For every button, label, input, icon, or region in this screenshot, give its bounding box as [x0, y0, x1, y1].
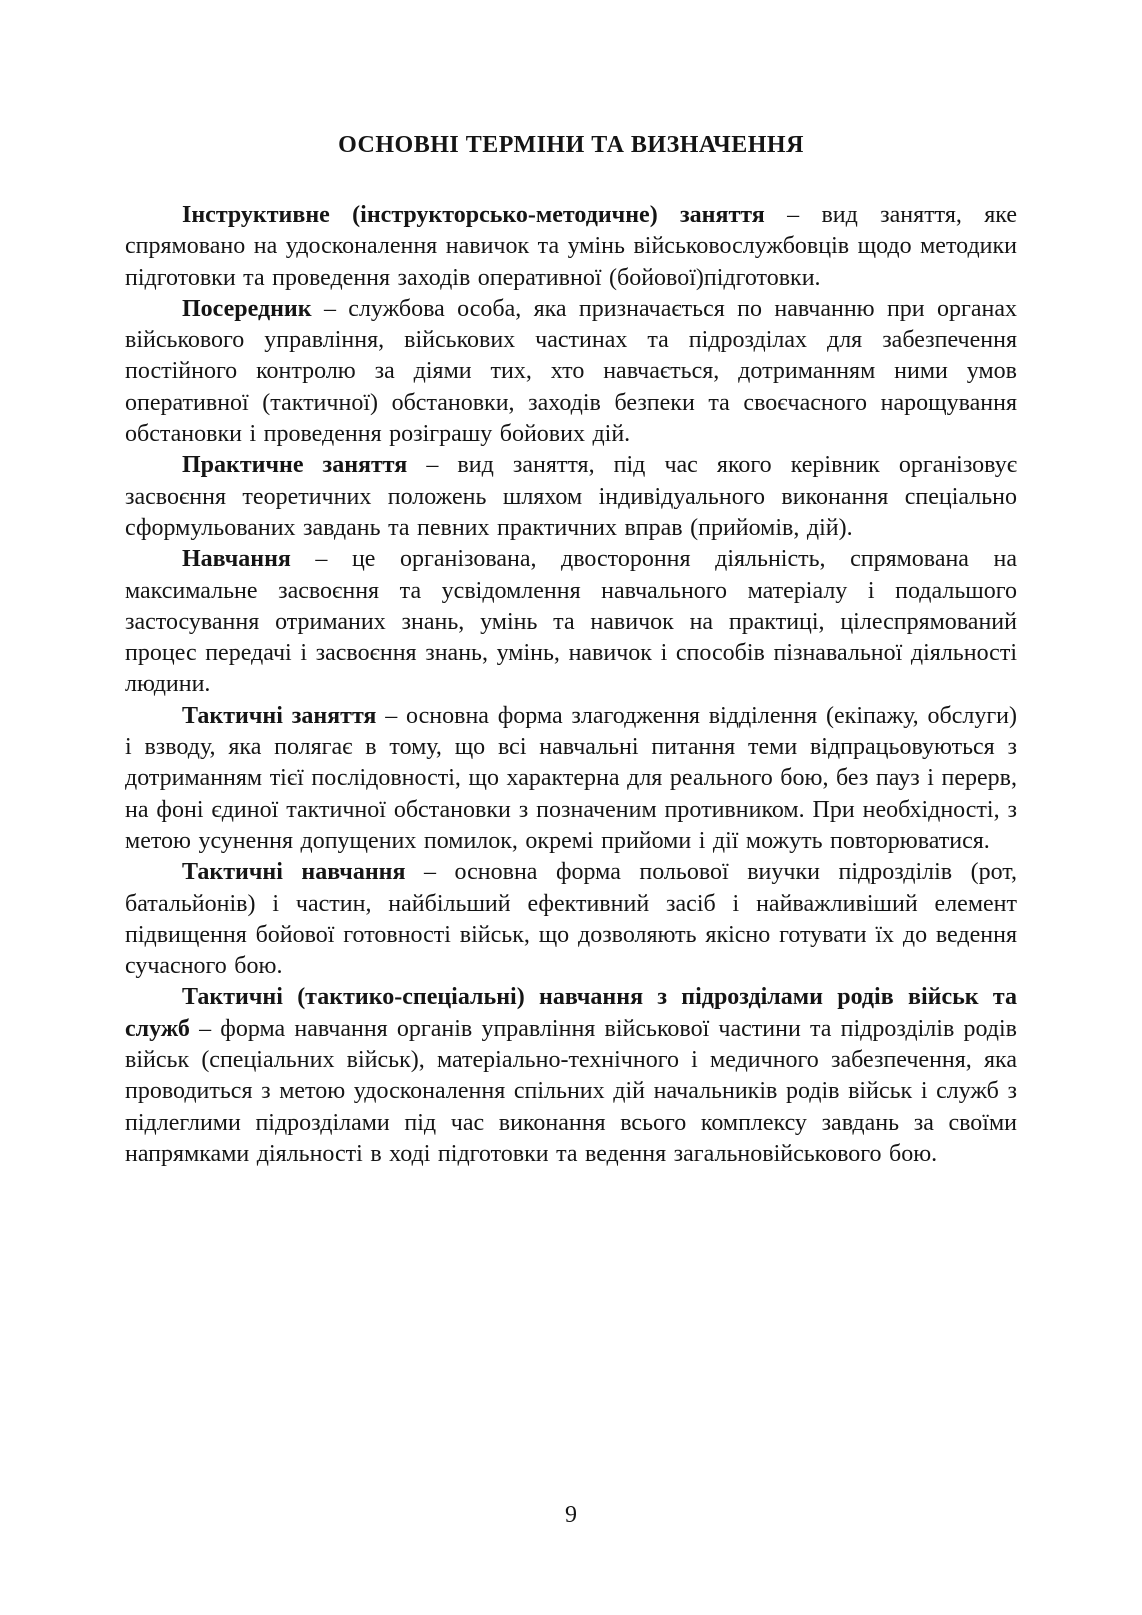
definition-text: – форма навчання органів управління військової частини та підрозділів родів військ (спеціальних військ), матеріально-технічного і медичного забезпечення, яка проводиться з метою удосконалення спільних дій начальників родів військ і служб з підлеглими підрозділами під час виконання всього комплексу завдань за своїми напрямками діяльності в ході підготовки та ведення загальновійськового бою.: [125, 1015, 1017, 1167]
definition-text: – основна форма злагодження відділення (екіпажу, обслуги) і взводу, яка полягає в тому, що всі навчальні питання теми відпрацьовуються з дотриманням тієї послідовності, що характерна для реального бою, без пауз і перерв, на фоні єдиної тактичної обстановки з позначеним противником. При необхідності, з метою усунення допущених помилок, окремі прийоми і дії можуть повторюватися.: [125, 702, 1017, 854]
term-label: Тактичні навчання: [182, 859, 406, 886]
definition-text: – основна форма польової виучки підрозділів (рот, батальйонів) і частин, найбільший ефективний засіб і найважливіший елемент підвищення бойової готовності військ, що дозволяють якісно готувати їх до ведення сучасного бою.: [125, 859, 1017, 980]
term-label: Практичне заняття: [182, 452, 408, 479]
term-label: Інструктивне (інструкторсько-методичне) заняття: [182, 202, 765, 228]
definition-paragraph-navchannia: [125, 544, 1017, 700]
definition-text: – вид заняття, яке спрямовано на удосконалення навичок та умінь військовослужбовців щодо методики підготовки та проведення заходів оперативної (бойової)підготовки.: [125, 202, 1017, 291]
page-content: [125, 130, 1017, 1170]
definition-paragraph-poserednyk: [125, 294, 1017, 450]
term-label: Тактичні заняття: [182, 702, 377, 729]
definition-text: – службова особа, яка призначається по навчанню при органах військового управління, військових частинах та підрозділах для забезпечення постійного контролю за діями тих, хто навчається, дотриманням ними умов оперативної (тактичної) обстановки, заходів безпеки та своєчасного нарощування обстановки і проведення розіграшу бойових дій.: [125, 295, 1017, 448]
definition-text: – вид заняття, під час якого керівник організовує засвоєння теоретичних положень шляхом індивідуального виконання спеціально сформульованих завдань та певних практичних вправ (прийомів, дій).: [125, 452, 1017, 541]
page-number: 9: [565, 1502, 577, 1528]
definition-paragraph-taktyko-spetsialni-navchannia: [125, 982, 1017, 1170]
definition-paragraph-instruktyvne-zaniattia: [125, 200, 1017, 294]
definition-paragraph-praktychne-zaniattia: [125, 450, 1017, 544]
term-label: Тактичні (тактико-спеціальні) навчання з підрозділами родів військ та служб: [125, 984, 1017, 1042]
term-label: Навчання: [182, 546, 291, 573]
page-title: ОСНОВНІ ТЕРМІНИ ТА ВИЗНАЧЕННЯ: [338, 132, 804, 158]
definition-paragraph-taktychni-zaniattia: [125, 701, 1017, 857]
definition-text: – це організована, двостороння діяльність, спрямована на максимальне засвоєння та усвідомлення навчального матеріалу і подальшого застосування отриманих знань, умінь та навичок на практиці, цілеспрямований процес передачі і засвоєння знань, умінь, навичок і способів пізнавальної діяльності людини.: [125, 546, 1017, 698]
term-label: Посередник: [182, 295, 312, 322]
definition-paragraph-taktychni-navchannia: [125, 857, 1017, 982]
